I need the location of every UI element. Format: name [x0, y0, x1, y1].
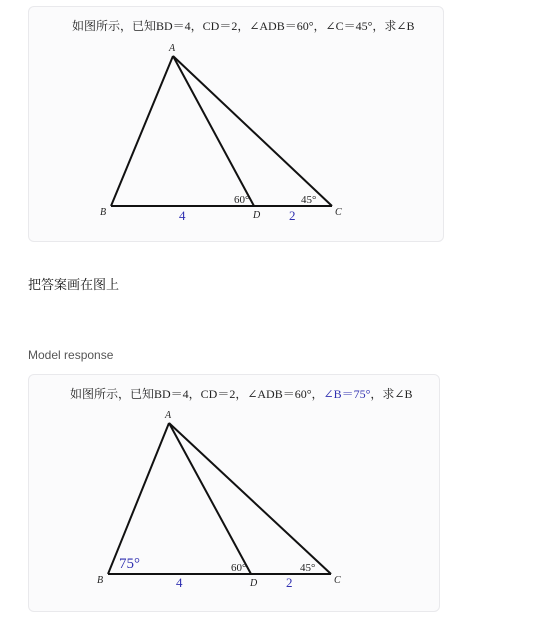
angle-adb-label: 60° [231, 562, 247, 574]
answer-problem-text [70, 386, 412, 401]
answer-problem-highlight: ∠B＝75° [323, 387, 371, 401]
problem-image-card [28, 6, 444, 242]
answer-triangle-figure [29, 375, 439, 611]
vertex-label-d: D [253, 210, 261, 221]
triangle-figure [29, 7, 443, 241]
angle-c-label: 45° [300, 562, 316, 574]
angle-adb-label: 60° [234, 194, 250, 206]
vertex-label-b: B [97, 575, 104, 586]
response-image-card [28, 374, 440, 612]
segment-ad [173, 56, 254, 206]
user-prompt: 把答案画在图上 [28, 278, 120, 293]
vertex-label-a: A [165, 410, 172, 421]
length-bd-label: 4 [176, 575, 183, 590]
vertex-label-b: B [100, 207, 107, 218]
answer-problem-suffix: ，求∠B [370, 387, 413, 401]
angle-c-label: 45° [301, 194, 317, 206]
vertex-label-c: C [334, 575, 341, 586]
problem-text: 如图所示，已知BD＝4，CD＝2，∠ADB＝60°，∠C＝45°，求∠B [72, 19, 415, 33]
segment-ad [169, 423, 251, 574]
answer-problem-prefix: 如图所示，已知BD＝4，CD＝2，∠ADB＝60°， [70, 387, 324, 401]
vertex-label-d: D [250, 578, 258, 589]
answer-angle-b-label: 75° [119, 556, 140, 572]
vertex-label-a: A [169, 43, 176, 54]
length-cd-label: 2 [286, 575, 293, 590]
length-bd-label: 4 [179, 208, 186, 223]
segment-ac [169, 423, 331, 574]
segment-ac [173, 56, 332, 206]
vertex-label-c: C [335, 207, 342, 218]
response-label: Model response [28, 348, 114, 362]
segment-ab [108, 423, 169, 574]
length-cd-label: 2 [289, 208, 296, 223]
segment-ab [111, 56, 173, 206]
